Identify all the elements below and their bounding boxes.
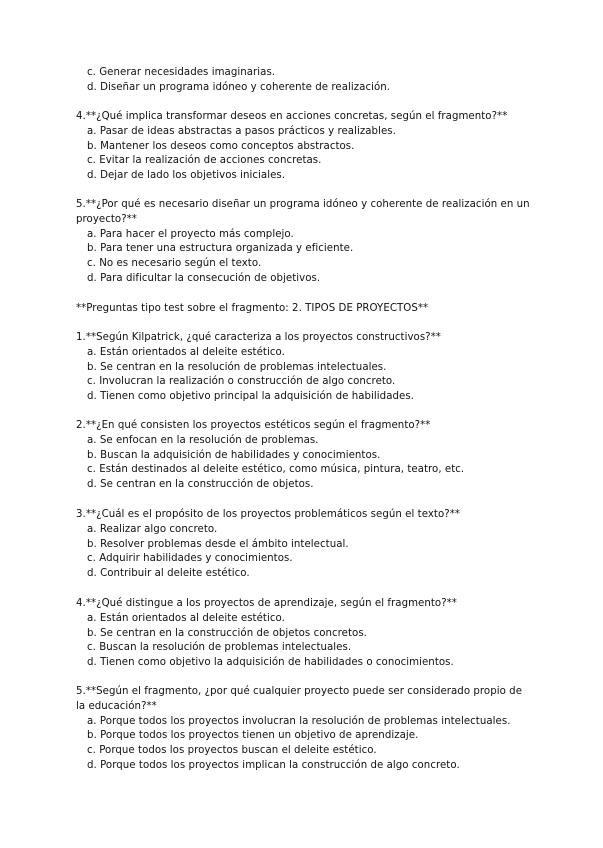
option-a: a. Porque todos los proyectos involucran la resolución de problemas intelectuales. xyxy=(87,715,511,727)
option-c: c. No es necesario según el texto. xyxy=(87,258,262,270)
question-text: 5.**Según el fragmento, ¿por qué cualquier proyecto puede ser considerado propio de la educación?** xyxy=(76,686,523,712)
question-block xyxy=(76,685,546,774)
option-a: a. Se enfocan en la resolución de problemas. xyxy=(87,434,319,446)
option-d: d. Contribuir al deleite estético. xyxy=(87,568,250,580)
option-d: d. Dejar de lado los objetivos iniciales. xyxy=(87,170,286,182)
question-block xyxy=(76,110,546,184)
question-block xyxy=(76,331,546,405)
question-text: 2.**¿En qué consisten los proyectos estéticos según el fragmento?** xyxy=(76,420,431,431)
option-d: d. Porque todos los proyectos implican la construcción de algo concreto. xyxy=(87,759,460,771)
option-a: a. Para hacer el proyecto más complejo. xyxy=(87,228,294,240)
question-block xyxy=(76,198,546,287)
section-heading xyxy=(76,302,546,317)
option-c: c. Evitar la realización de acciones concretas. xyxy=(87,155,322,167)
option-c: c. Generar necesidades imaginarias. xyxy=(87,67,276,78)
option-b: b. Se centran en la construcción de objetos concretos. xyxy=(87,627,367,639)
question-text: 4.**¿Qué implica transformar deseos en acciones concretas, según el fragmento?** xyxy=(76,111,508,122)
question-block xyxy=(76,419,546,493)
option-d: d. Se centran en la construcción de objetos. xyxy=(87,479,314,491)
option-b: b. Para tener una estructura organizada y eficiente. xyxy=(87,243,354,255)
question-block xyxy=(76,508,546,582)
option-c: c. Adquirir habilidades y conocimientos. xyxy=(87,553,293,565)
question-text: 4.**¿Qué distingue a los proyectos de aprendizaje, según el fragmento?** xyxy=(76,598,457,609)
option-c: c. Involucran la realización o construcción de algo concreto. xyxy=(87,376,396,388)
option-a: a. Están orientados al deleite estético. xyxy=(87,346,285,358)
option-d: d. Para dificultar la consecución de objetivos. xyxy=(87,272,321,284)
option-a: a. Están orientados al deleite estético. xyxy=(87,612,285,624)
option-b: b. Se centran en la resolución de problemas intelectuales. xyxy=(87,361,387,373)
option-c: c. Están destinados al deleite estético, como música, pintura, teatro, etc. xyxy=(87,464,465,476)
question-text: 1.**Según Kilpatrick, ¿qué caracteriza a los proyectos constructivos?** xyxy=(76,332,441,343)
question-options-prev xyxy=(76,66,546,96)
option-b: b. Buscan la adquisición de habilidades y conocimientos. xyxy=(87,449,381,461)
option-b: b. Resolver problemas desde el ámbito intelectual. xyxy=(87,538,349,550)
option-b: b. Mantener los deseos como conceptos abstractos. xyxy=(87,140,355,152)
question-text: 5.**¿Por qué es necesario diseñar un programa idóneo y coherente de realización en un proyecto?** xyxy=(76,199,530,225)
option-c: c. Porque todos los proyectos buscan el deleite estético. xyxy=(87,745,377,757)
option-d: d. Tienen como objetivo principal la adquisición de habilidades. xyxy=(87,391,414,403)
option-d: d. Tienen como objetivo la adquisición de habilidades o conocimientos. xyxy=(87,657,454,669)
option-a: a. Pasar de ideas abstractas a pasos prácticos y realizables. xyxy=(87,125,396,137)
option-b: b. Porque todos los proyectos tienen un objetivo de aprendizaje. xyxy=(87,730,419,742)
option-d: d. Diseñar un programa idóneo y coherente de realización. xyxy=(87,81,391,93)
section-heading-text: **Preguntas tipo test sobre el fragmento: 2. TIPOS DE PROYECTOS** xyxy=(76,303,429,314)
option-a: a. Realizar algo concreto. xyxy=(87,523,218,535)
question-text: 3.**¿Cuál es el propósito de los proyectos problemáticos según el texto?** xyxy=(76,509,460,520)
question-block xyxy=(76,597,546,671)
option-c: c. Buscan la resolución de problemas intelectuales. xyxy=(87,642,352,654)
